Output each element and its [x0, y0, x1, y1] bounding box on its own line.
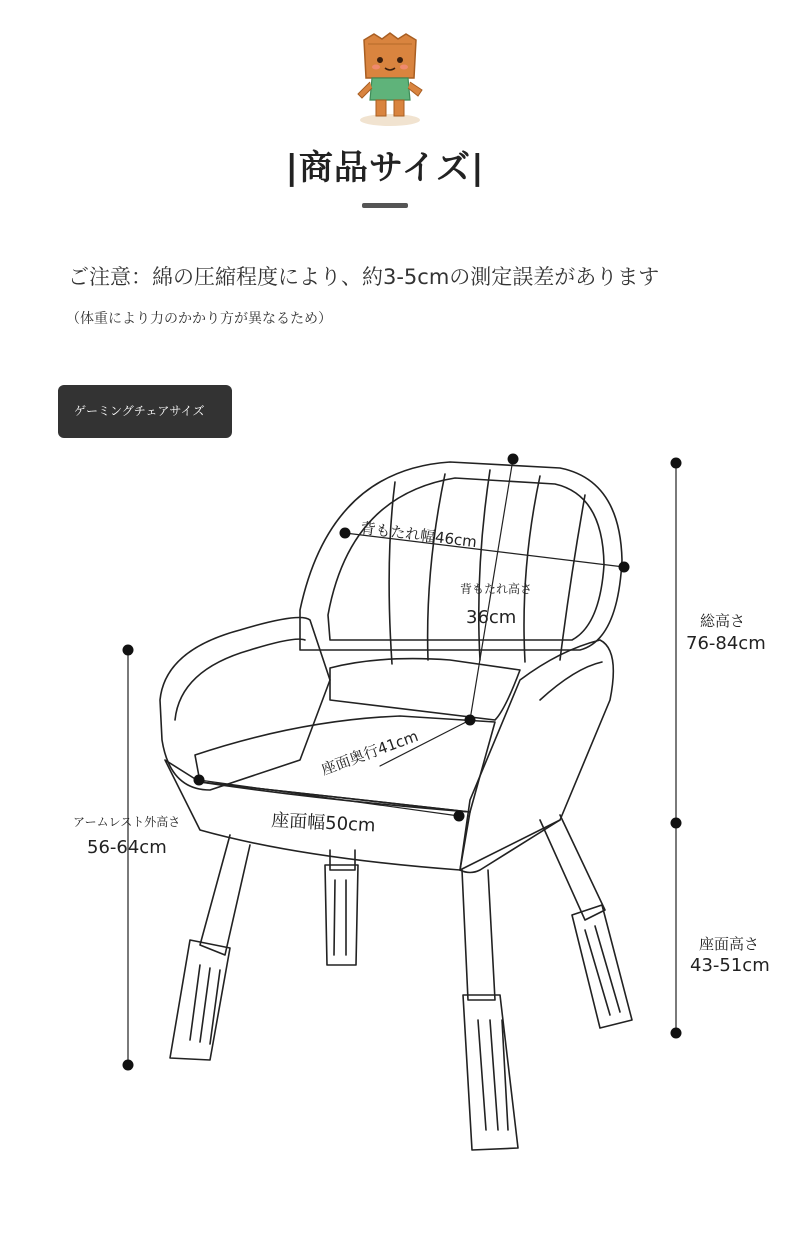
- backrest-height-label: 背もたれ高さ: [460, 582, 533, 596]
- armrest-height-label: アームレスト外高さ: [73, 815, 181, 829]
- measurement-notice-sub: （体重により力のかかり方が異なるため）: [66, 311, 332, 327]
- leg-front-right: [462, 870, 495, 1000]
- foot-back-right: [572, 905, 632, 1028]
- total-height-value: 76-84cm: [686, 633, 766, 654]
- leg-back-right: [540, 815, 605, 920]
- backrest-outline: [300, 462, 622, 650]
- measurement-notice: ご注意：綿の圧縮程度により、約3-5cmの測定誤差があります: [68, 265, 660, 289]
- backrest-width-label: 背もたれ幅46cm: [359, 518, 478, 552]
- chair-diagram: [0, 440, 790, 1180]
- leg-back-left: [330, 850, 355, 870]
- section-tag-label: ゲーミングチェアサイズ: [74, 404, 205, 418]
- section-tag: [58, 385, 232, 438]
- title-underline: [362, 203, 408, 208]
- armrest-height-value: 56-64cm: [87, 837, 167, 858]
- dimension-dots: [123, 454, 682, 1071]
- seat-width-label: 座面幅50cm: [270, 809, 376, 837]
- leg-front-left: [200, 835, 250, 955]
- tree-stump-mascot-icon: [350, 30, 430, 130]
- backrest-height-value: 36cm: [466, 607, 517, 628]
- left-armrest: [160, 618, 330, 790]
- total-height-label: 総高さ: [700, 612, 746, 630]
- seat-height-label: 座面高さ: [699, 935, 760, 953]
- seat-depth-label: 座面奥行41cm: [318, 727, 421, 779]
- foot-back-left: [325, 865, 358, 965]
- page-title: |商品サイズ|: [285, 148, 485, 188]
- seat-height-value: 43-51cm: [690, 955, 770, 976]
- dimension-lines: [128, 459, 676, 1065]
- foot-front-right: [463, 995, 518, 1150]
